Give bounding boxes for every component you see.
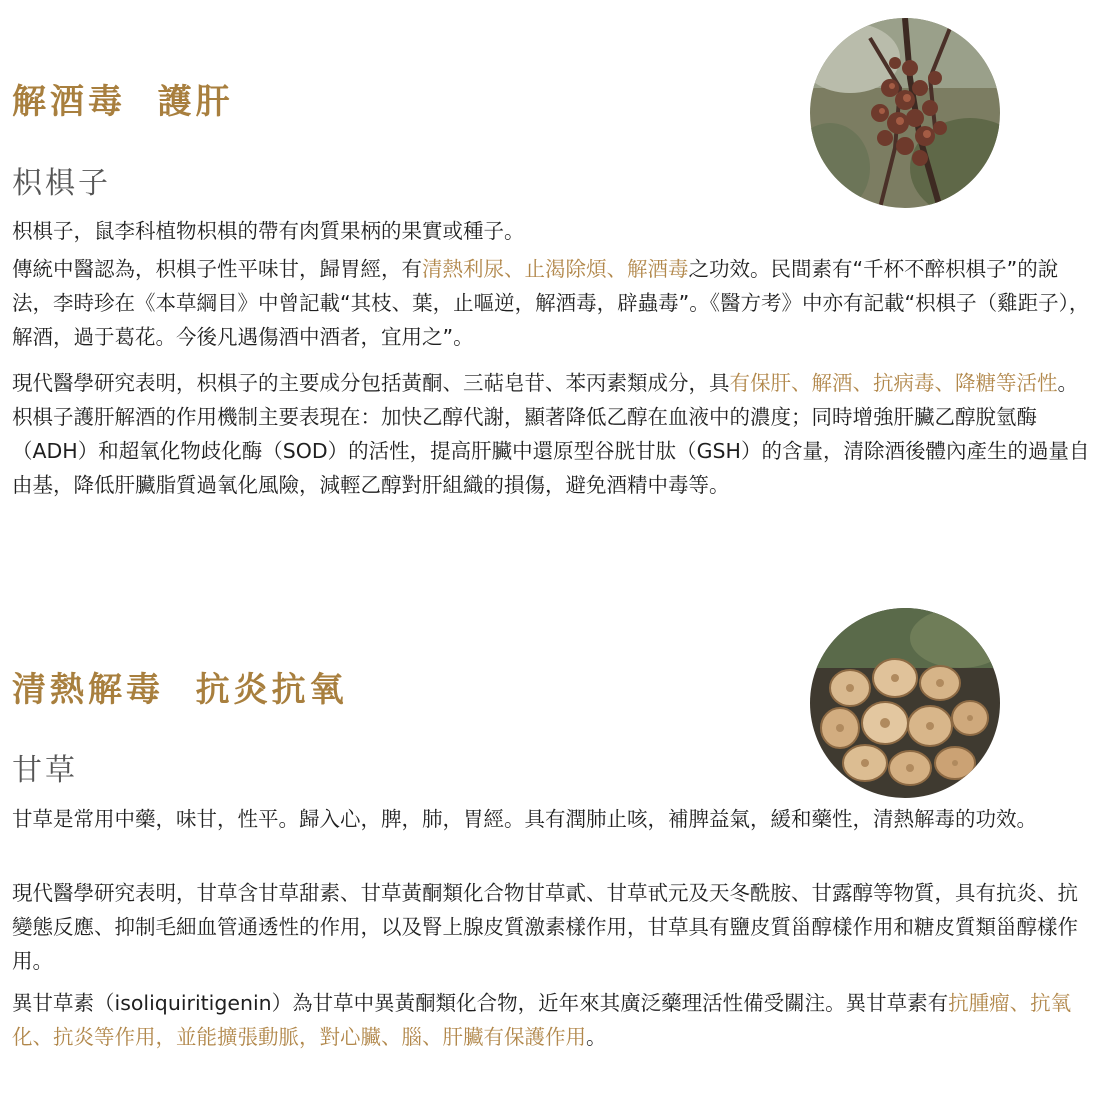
section-heading: 解酒毒 護肝 [12,82,234,122]
body-text: 傳統中醫認為，枳椇子性平味甘，歸胃經，有 [12,257,422,281]
paragraph [12,986,1092,1054]
section-heading: 清熱解毒 抗炎抗氧 [12,670,348,710]
herb-name: 枳椇子 [12,166,111,201]
paragraph [12,252,1092,354]
highlight-text: 抗腫瘤、抗氧化、抗炎等作用，並能擴張動脈，對心臟、腦、肝臟有保護作用 [12,991,1072,1049]
paragraph [12,876,1092,978]
paragraph [12,802,1092,836]
body-text: 異甘草素（isoliquiritigenin）為甘草中異黃酮類化合物，近年來其廣泛藥理活性備受關注。異甘草素有 [12,991,949,1015]
hovenia-fruit-photo [810,18,1000,208]
body-text: 。枳椇子護肝解酒的作用機制主要表現在：加快乙醇代謝，顯著降低乙醇在血液中的濃度；同時增強肝臟乙醇脫氫酶（ADH）和超氧化物歧化酶（SOD）的活性，提高肝臟中還原型谷胱甘肽（GSH）的含量，清除酒後體內產生的過量自由基，降低肝臟脂質過氧化風險，減輕乙醇對肝組織的損傷，避免酒精中毒等。 [12,371,1090,497]
highlight-text: 清熱利尿、止渴除煩、解酒毒 [422,257,689,281]
body-text: 枳椇子，鼠李科植物枳椇的帶有肉質果柄的果實或種子。 [12,219,525,243]
highlight-text: 有保肝、解酒、抗病毒、降糖等活性 [729,371,1058,395]
body-text: 。 [586,1025,607,1049]
body-text: 甘草是常用中藥，味甘，性平。歸入心，脾，肺，胃經。具有潤肺止咳，補脾益氣，緩和藥性，清熱解毒的功效。 [12,807,1037,831]
paragraph [12,214,1092,248]
paragraph [12,366,1092,502]
body-text: 現代醫學研究表明，甘草含甘草甜素、甘草黃酮類化合物甘草貳、甘草甙元及天冬酰胺、甘露醇等物質，具有抗炎、抗變態反應、抑制毛細血管通透性的作用，以及腎上腺皮質激素樣作用，甘草具有鹽皮質甾醇樣作用和糖皮質類甾醇樣作用。 [12,881,1078,973]
body-text: 現代醫學研究表明，枳椇子的主要成分包括黃酮、三萜皂苷、苯丙素類成分，具 [12,371,730,395]
herb-name: 甘草 [12,753,78,788]
licorice-root-photo [810,608,1000,798]
body-text: 之功效。民間素有“千杯不醉枳椇子”的說法，李時珍在《本草綱目》中曾記載“其枝、葉，止嘔逆，解酒毒，辟蟲毒”。《醫方考》中亦有記載“枳椇子（雞距子），解酒，過于葛花。今後凡遇傷酒中酒者，宜用之”。 [12,257,1090,349]
